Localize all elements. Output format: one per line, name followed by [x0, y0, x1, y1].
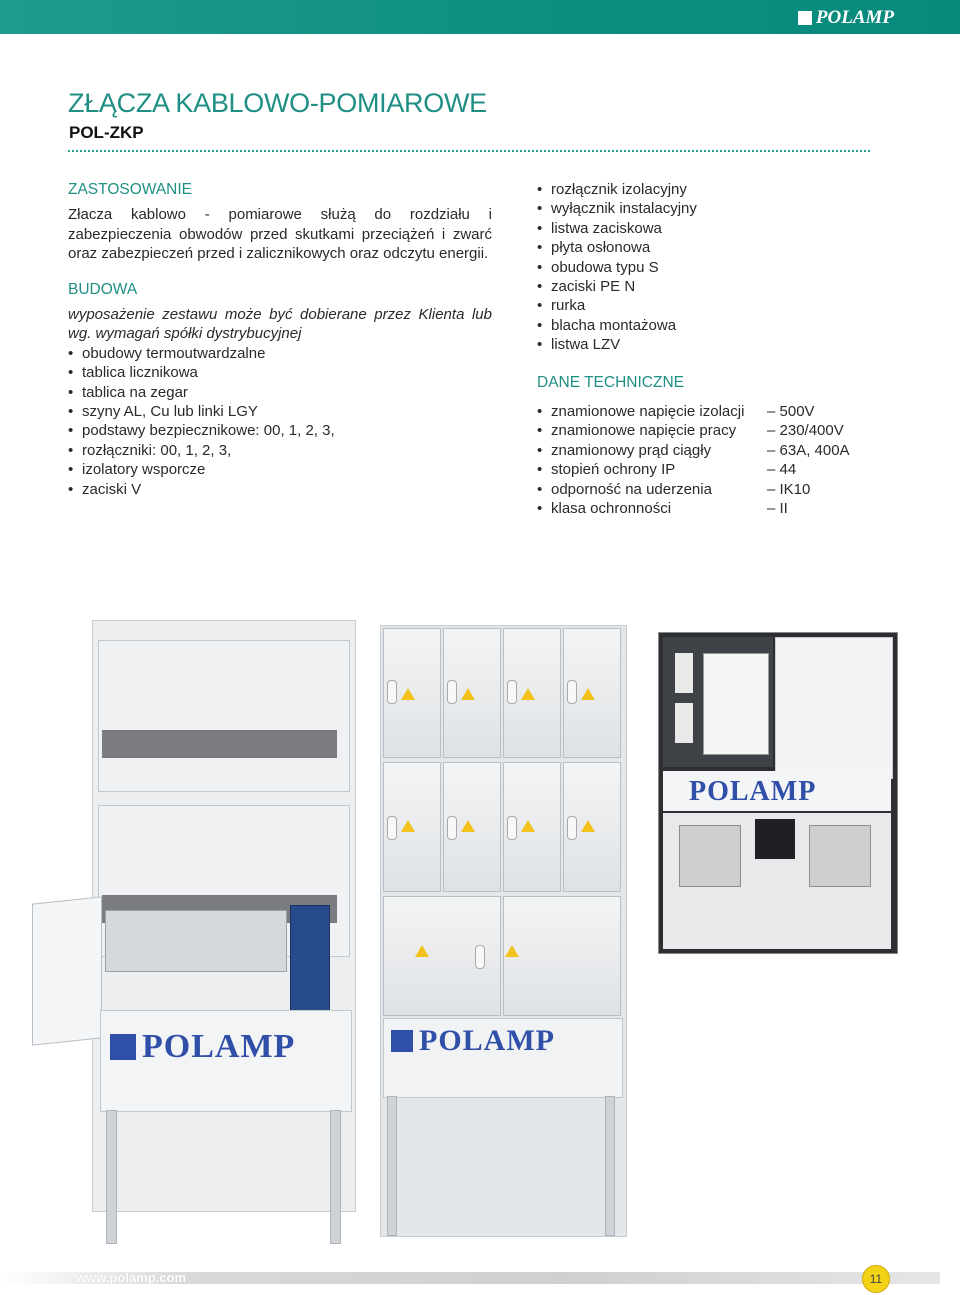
- list-item: • rurka: [537, 296, 897, 315]
- support-leg: [330, 1110, 341, 1244]
- cabinet-door: [503, 896, 621, 1016]
- list-item: • listwa LZV: [537, 335, 897, 354]
- logo-text: POLAMP: [142, 1028, 296, 1065]
- spec-value: – II: [767, 500, 788, 518]
- support-leg: [106, 1110, 117, 1244]
- tech-spec-list: [537, 402, 897, 518]
- fuse-base-assembly: [105, 910, 287, 972]
- polamp-logo-plinth-1: [110, 1028, 295, 1066]
- logo-text: POLAMP: [419, 1024, 555, 1057]
- spec-name: • stopień ochrony IP: [551, 461, 676, 479]
- brand-logo: [798, 7, 894, 29]
- spec-row: [537, 499, 897, 518]
- spec-name: • klasa ochronności: [551, 500, 672, 518]
- warning-sign-icon: [521, 820, 535, 832]
- door-handle: [507, 680, 517, 704]
- door-handle: [507, 816, 517, 840]
- list-item: • rozłączniki: 00, 1, 2, 3,: [68, 441, 492, 460]
- top-banner: [0, 0, 960, 34]
- door-handle: [387, 680, 397, 704]
- warning-sign-icon: [415, 945, 429, 957]
- left-column: [68, 180, 492, 499]
- list-item: • szyny AL, Cu lub linki LGY: [68, 402, 492, 421]
- door-handle: [475, 945, 485, 969]
- door-handle: [447, 816, 457, 840]
- list-item: • blacha montażowa: [537, 316, 897, 335]
- warning-sign-icon: [505, 945, 519, 957]
- fuse-disconnector: [809, 825, 871, 887]
- meter-panel-upper: [98, 640, 350, 792]
- spec-value: – IK10: [767, 480, 811, 498]
- product-photo-interior: [658, 632, 898, 954]
- list-item: • tablica licznikowa: [68, 363, 492, 382]
- dotted-divider: [68, 150, 870, 152]
- footer-url[interactable]: www.polamp.com: [76, 1270, 187, 1285]
- door-handle: [447, 680, 457, 704]
- spec-row: [537, 421, 897, 440]
- brand-name: POLAMP: [815, 7, 894, 28]
- list-item: • płyta osłonowa: [537, 238, 897, 257]
- list-item: • rozłącznik izolacyjny: [537, 180, 897, 199]
- spec-name: • znamionowe napięcie izolacji: [551, 403, 745, 421]
- logo-text: POLAMP: [689, 776, 817, 807]
- page-title: ZŁĄCZA KABLOWO-POMIAROWE: [68, 88, 487, 118]
- warning-sign-icon: [401, 820, 415, 832]
- meter-board: [703, 653, 769, 755]
- logo-square-icon: [391, 1030, 413, 1052]
- list-item: • podstawy bezpiecznikowe: 00, 1, 2, 3,: [68, 421, 492, 440]
- spec-name: • znamionowe napięcie pracy: [551, 422, 737, 440]
- spec-value: – 63A, 400A: [767, 441, 850, 459]
- list-item: • listwa zaciskowa: [537, 219, 897, 238]
- right-column: [537, 180, 897, 519]
- spec-value: – 230/400V: [767, 422, 844, 440]
- warning-sign-icon: [401, 688, 415, 700]
- zastosowanie-heading: ZASTOSOWANIE: [68, 181, 193, 198]
- door-handle: [567, 680, 577, 704]
- spec-name: • odporność na uderzenia: [551, 480, 712, 498]
- list-item: • izolatory wsporcze: [68, 460, 492, 479]
- spec-value: – 44: [767, 461, 797, 479]
- support-leg: [387, 1096, 397, 1236]
- open-door-left: [32, 896, 102, 1045]
- spec-row: [537, 480, 897, 499]
- warning-sign-icon: [461, 820, 475, 832]
- product-photo-closed-cabinet: [375, 620, 635, 1240]
- warning-sign-icon: [521, 688, 535, 700]
- list-item: • obudowy termoutwardzalne: [68, 344, 492, 363]
- page-subtitle: POL-ZKP: [69, 123, 144, 142]
- product-photo-open-cabinet: [30, 610, 360, 1250]
- brand-square-icon: [798, 11, 812, 25]
- meter-terminals-upper: [102, 730, 337, 758]
- support-leg: [605, 1096, 615, 1236]
- list-item: • zaciski V: [68, 480, 492, 499]
- budowa-list: [68, 344, 492, 499]
- dane-heading: DANE TECHNICZNE: [537, 373, 684, 391]
- fuse-disconnector: [679, 825, 741, 887]
- breaker: [675, 653, 693, 693]
- spec-row: [537, 441, 897, 460]
- door-handle: [567, 816, 577, 840]
- spec-value: – 500V: [767, 403, 815, 421]
- zastosowanie-text: Złacza kablowo - pomiarowe służą do rozdziału i zabezpieczenia obwodów przed skutkami przeciążeń i zwarć oraz zabezpieczeń przed i zalicznikowych oraz odczytu energii.: [68, 206, 492, 263]
- list-item: • wyłącznik instalacyjny: [537, 199, 897, 218]
- warning-sign-icon: [581, 820, 595, 832]
- list-item: • zaciski PE N: [537, 277, 897, 296]
- list-item: • obudowa typu S: [537, 258, 897, 277]
- spec-row: [537, 402, 897, 421]
- polamp-logo-plinth-2: [391, 1024, 555, 1058]
- warning-sign-icon: [581, 688, 595, 700]
- spec-name: • znamionowy prąd ciągły: [551, 441, 712, 459]
- budowa-list-continued: [537, 180, 897, 355]
- warning-sign-icon: [461, 688, 475, 700]
- black-terminal: [755, 819, 795, 859]
- door-handle: [387, 816, 397, 840]
- page-number-badge: 11: [862, 1265, 890, 1293]
- budowa-note: wyposażenie zestawu może być dobierane przez Klienta lub wg. wymagań spółki dystrybucyjnej: [68, 306, 492, 343]
- breaker: [675, 703, 693, 743]
- logo-square-icon: [110, 1034, 136, 1060]
- open-door-panel: [775, 637, 893, 779]
- polamp-logo-interior: [689, 776, 816, 808]
- list-item: • tablica na zegar: [68, 383, 492, 402]
- budowa-heading: BUDOWA: [68, 280, 138, 298]
- spec-row: [537, 460, 897, 479]
